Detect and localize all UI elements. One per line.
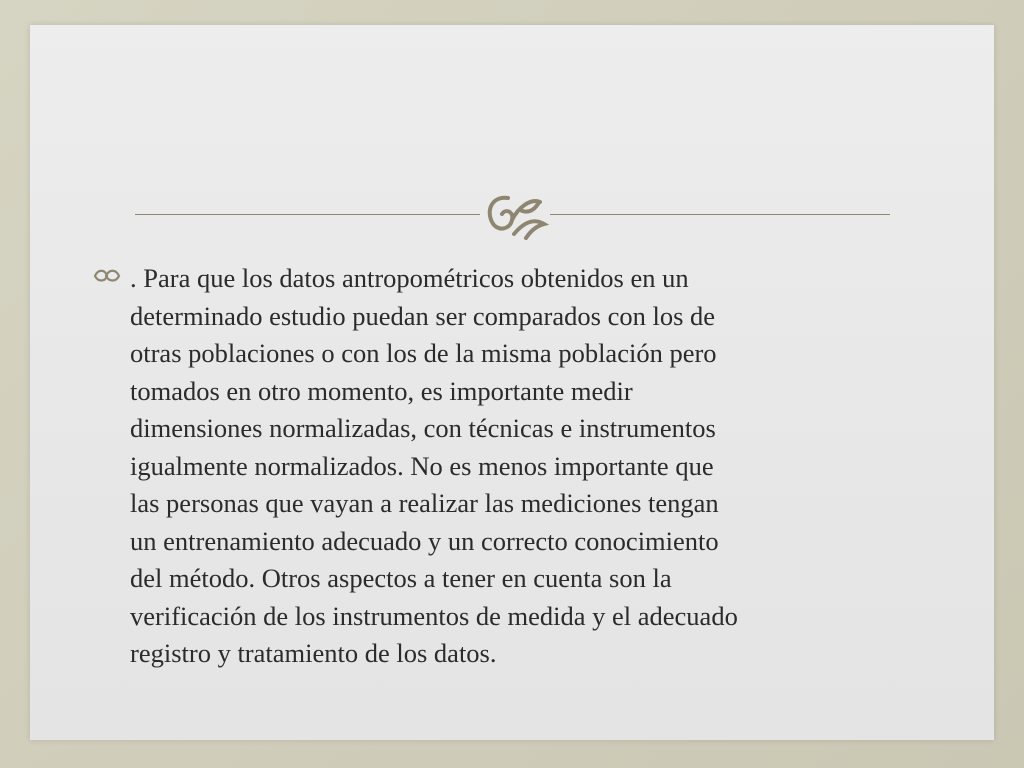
- body-line: igualmente normalizados. No es menos importante que: [130, 450, 714, 481]
- body-paragraph: [130, 260, 950, 673]
- body-line: . Para que los datos antropométricos obtenidos en un: [130, 263, 689, 293]
- body-line: las personas que vayan a realizar las mediciones tengan: [130, 488, 719, 518]
- body-line: determinado estudio puedan ser comparados con los de: [130, 300, 716, 331]
- body-line: verificación de los instrumentos de medida y el adecuado: [130, 600, 738, 631]
- body-line: registro y tratamiento de los datos.: [130, 638, 497, 668]
- title-divider-right: [550, 214, 890, 215]
- body-line: tomados en otro momento, es importante medir: [130, 375, 633, 406]
- body-line: dimensiones normalizadas, con técnicas e instrumentos: [130, 413, 716, 443]
- title-divider-left: [135, 214, 480, 215]
- body-line: un entrenamiento adecuado y un correcto conocimiento: [130, 525, 719, 556]
- double-leaf-bullet-icon: [92, 266, 122, 286]
- body-line: del método. Otros aspectos a tener en cuenta son la: [130, 563, 672, 593]
- body-line: otras poblaciones o con los de la misma población pero: [130, 338, 717, 368]
- scroll-flourish-icon: [478, 188, 552, 240]
